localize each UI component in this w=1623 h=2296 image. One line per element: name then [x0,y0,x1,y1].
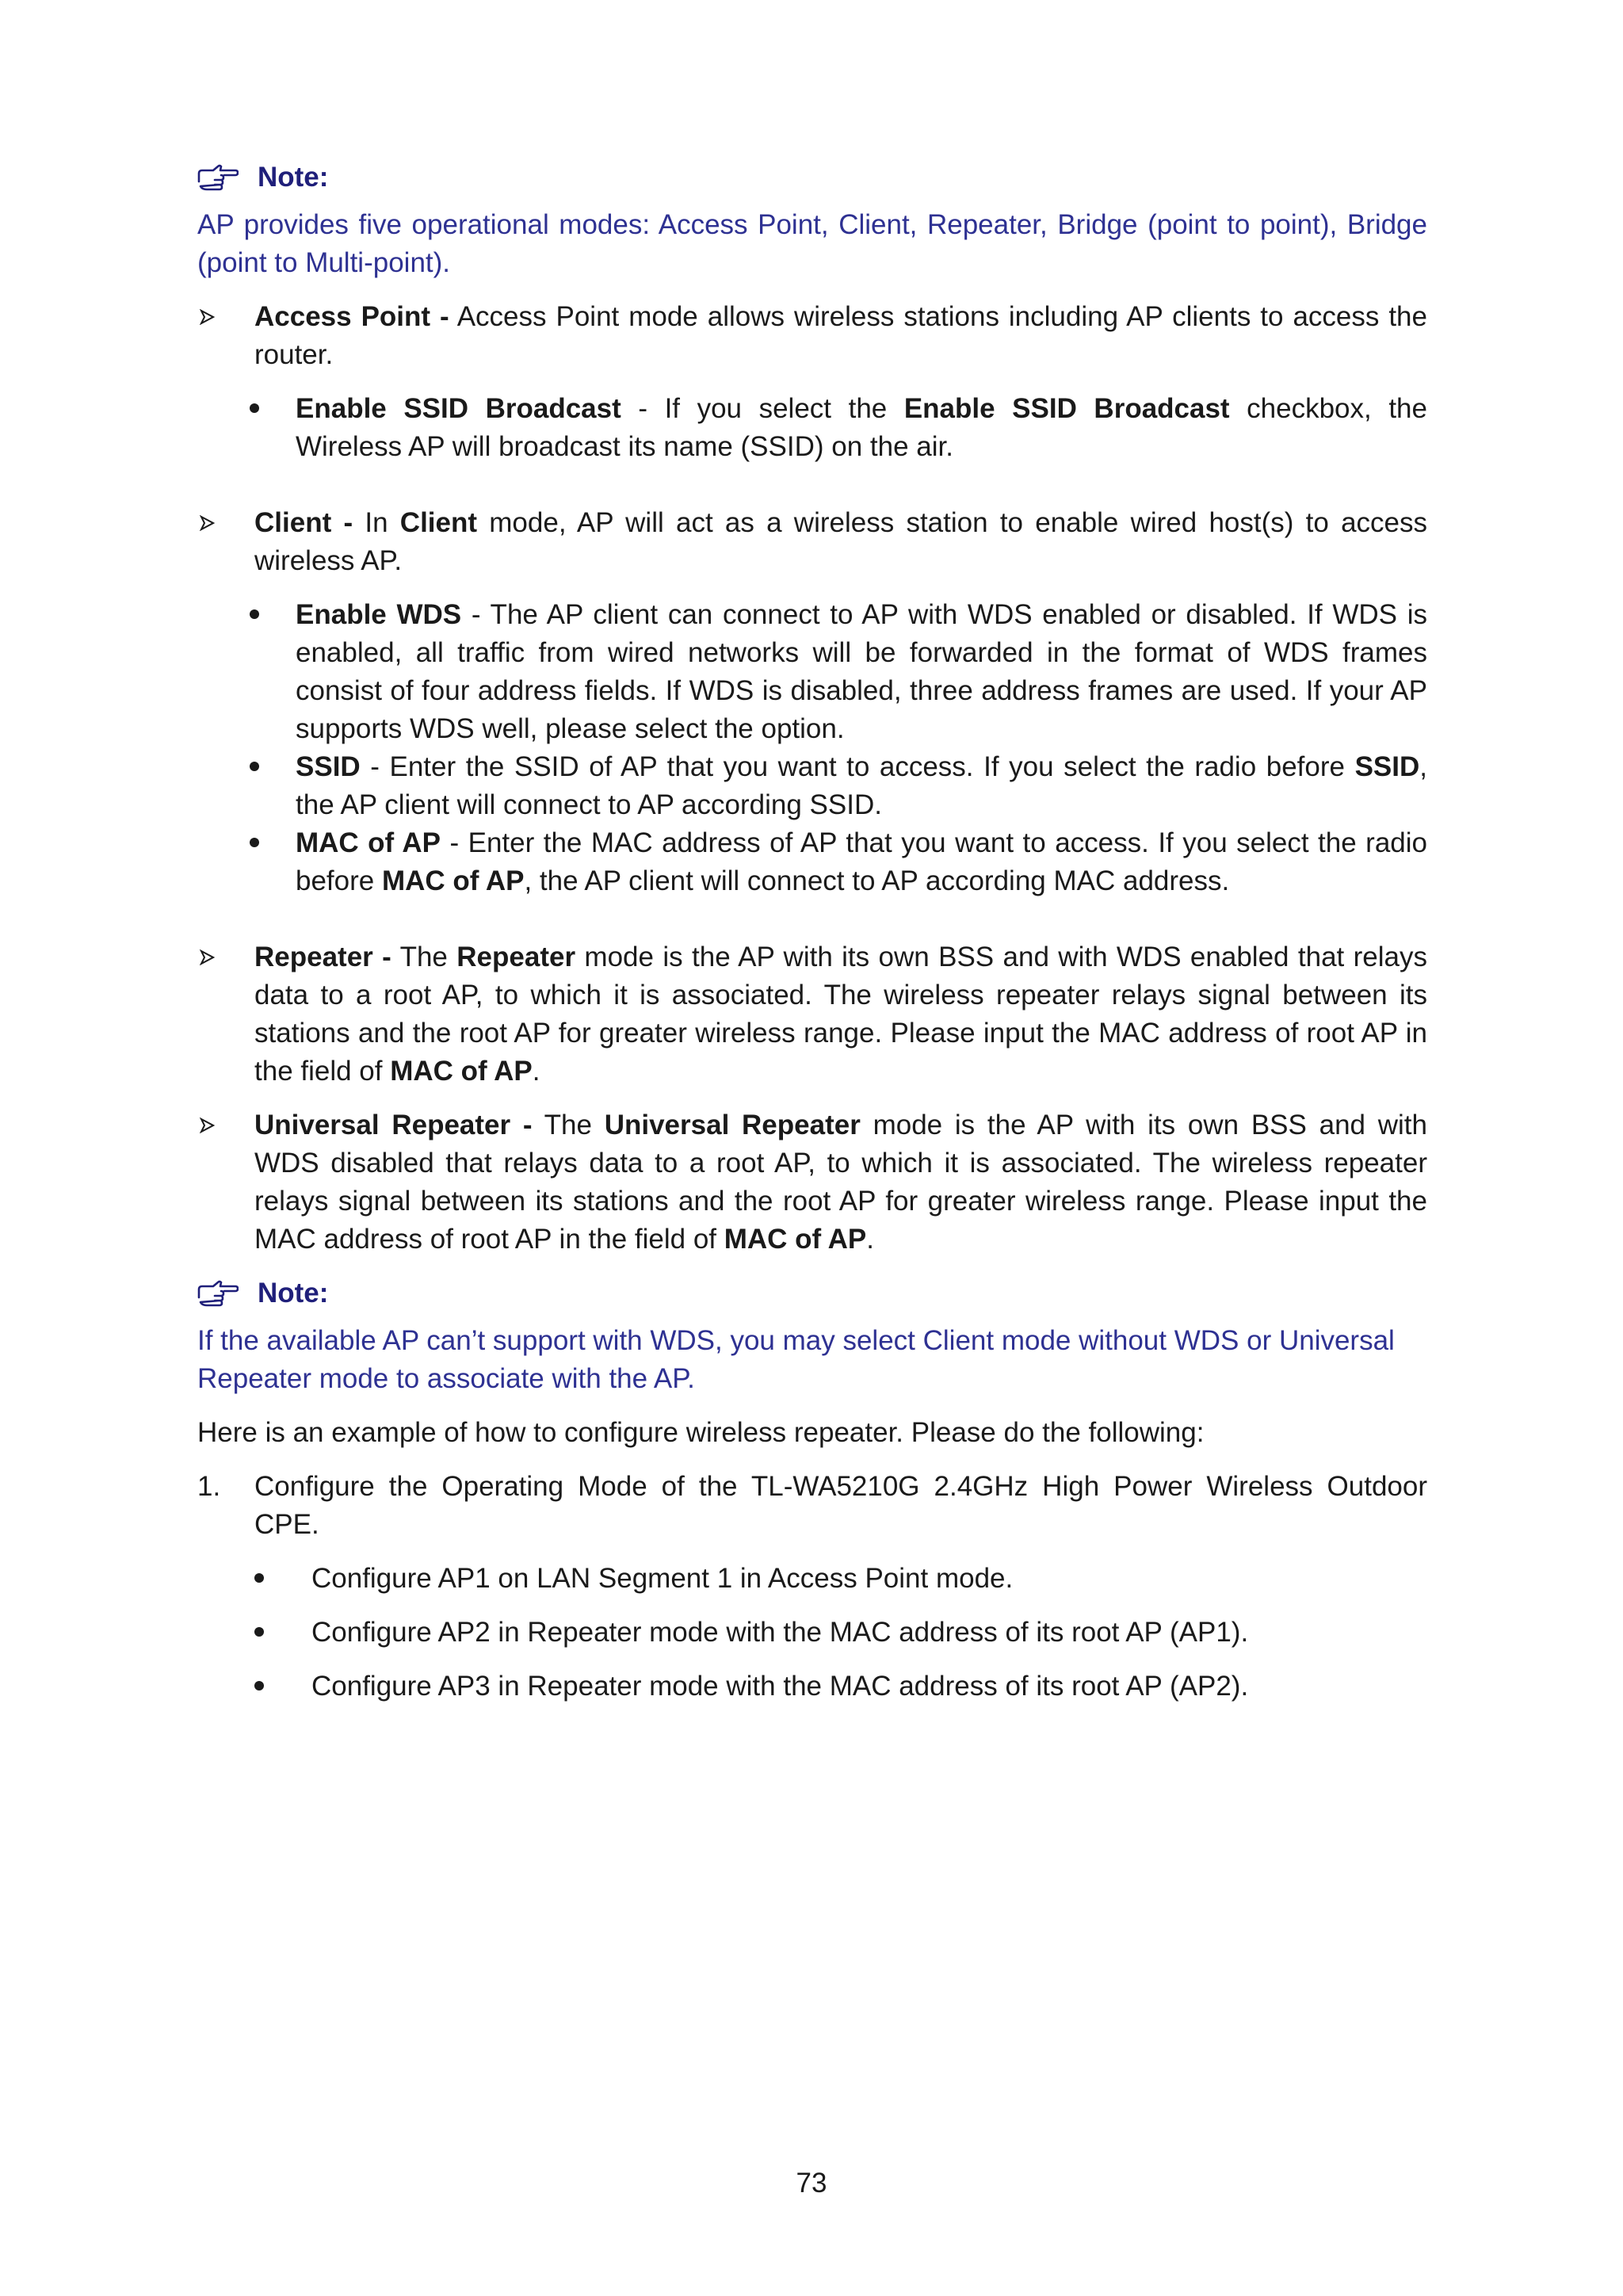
list-item [197,596,1427,748]
bullet-text: , the AP client will connect to AP according MAC address. [524,865,1230,896]
bullet-dot-icon [250,609,259,619]
bullet-text: Configure AP2 in Repeater mode with the MAC address of its root AP (AP1). [311,1617,1249,1648]
bullet-text: - If you select the [621,393,904,424]
bullet-term: Enable SSID Broadcast [903,393,1230,424]
item-title: Access Point - [254,301,449,332]
bullet-term: Enable SSID Broadcast [296,393,621,424]
step-number: 1. [197,1471,221,1502]
list-item-universal-repeater [197,1106,1427,1259]
arrowhead-bullet-icon [199,309,215,325]
document-page [197,159,1427,1721]
list-item [197,1668,1427,1706]
page-number: 73 [796,2168,827,2199]
note-heading [197,1274,1427,1312]
bullet-text: , the AP client will connect to AP according SSID. [296,751,1427,820]
pointing-hand-icon [197,164,239,191]
list-item [197,824,1427,900]
pointing-hand-icon [197,1280,239,1307]
bullet-dot-icon [254,1627,264,1637]
item-body: . [532,1056,540,1087]
item-body: mode is the AP with its own BSS and with WDS enabled that relays data to a root AP, to which it is associated. The wireless repeater relays signal between its stations and the root AP for greater wireless range. Please input the MAC address of root AP in the field of [254,942,1427,1087]
bullet-text: - Enter the MAC address of AP that you want to access. If you select the radio before [296,827,1427,896]
item-term: Universal Repeater [604,1110,861,1140]
bullet-term: SSID [296,751,361,782]
bullet-dot-icon [254,1573,264,1583]
bullet-dot-icon [254,1681,264,1690]
note-text: AP provides five operational modes: Access Point, Client, Repeater, Bridge (point to point), Bridge (point to Multi-point). [197,209,1427,278]
note-heading [197,159,1427,197]
bullet-text: Configure AP3 in Repeater mode with the MAC address of its root AP (AP2). [311,1671,1249,1702]
bullet-term: Enable WDS [296,599,462,630]
item-term: Client [399,507,478,538]
list-item [197,390,1427,466]
bullet-text: - The AP client can connect to AP with WDS enabled or disabled. If WDS is enabled, all traffic from wired networks will be forwarded in the format of WDS frames consist of four address fields. If WDS is disabled, three address frames are used. If your AP supports WDS well, please select the option. [296,599,1427,744]
example-intro: Here is an example of how to configure wireless repeater. Please do the following: [197,1417,1205,1448]
item-body: mode, AP will act as a wireless station to enable wired host(s) to access wireless AP. [254,507,1428,576]
list-item-access-point [197,298,1427,374]
list-item-client [197,504,1427,580]
item-body: The [532,1110,605,1140]
item-body: The [391,942,457,972]
list-item [197,1614,1427,1652]
item-title: Universal Repeater - [254,1110,533,1140]
step-bullets [197,1560,1427,1706]
step-text: Configure the Operating Mode of the TL-WA5210G 2.4GHz High Power Wireless Outdoor CPE. [254,1471,1427,1540]
item-term: Repeater [456,942,576,972]
item-term: MAC of AP [390,1056,533,1087]
list-item [197,748,1427,824]
item-body: In [353,507,400,538]
bullet-dot-icon [250,403,259,413]
client-bullets [197,596,1427,900]
bullet-dot-icon [250,762,259,771]
bullet-term: MAC of AP [296,827,441,858]
item-body: Access Point mode allows wireless stations including AP clients to access the router. [254,301,1427,370]
list-item-repeater [197,938,1427,1091]
note-heading-label: Note: [258,1278,329,1308]
access-point-bullets [197,390,1427,466]
item-body: mode is the AP with its own BSS and with WDS disabled that relays data to a root AP, to which it is associated. The wireless repeater relays signal between its stations and the root AP for greater wireless range. Please input the MAC address of root AP in the field of [254,1110,1427,1255]
note-text: If the available AP can’t support with WDS, you may select Client mode without WDS or Universal Repeater mode to associate with the AP. [197,1325,1395,1394]
bullet-term: SSID [1354,751,1420,782]
note-heading-label: Note: [258,162,329,193]
arrowhead-bullet-icon [199,1117,215,1133]
bullet-text: checkbox, the Wireless AP will broadcast its name (SSID) on the air. [296,393,1427,462]
item-title: Client - [254,507,353,538]
bullet-text: Configure AP1 on LAN Segment 1 in Access Point mode. [311,1563,1014,1594]
list-item [197,1560,1427,1598]
item-body: . [866,1224,874,1255]
item-title: Repeater - [254,942,391,972]
numbered-step [197,1468,1427,1544]
bullet-text: - Enter the SSID of AP that you want to access. If you select the radio before [360,751,1355,782]
arrowhead-bullet-icon [199,515,215,531]
bullet-term: MAC of AP [381,865,525,896]
arrowhead-bullet-icon [199,949,215,965]
bullet-dot-icon [250,838,259,847]
item-term: MAC of AP [724,1224,867,1255]
